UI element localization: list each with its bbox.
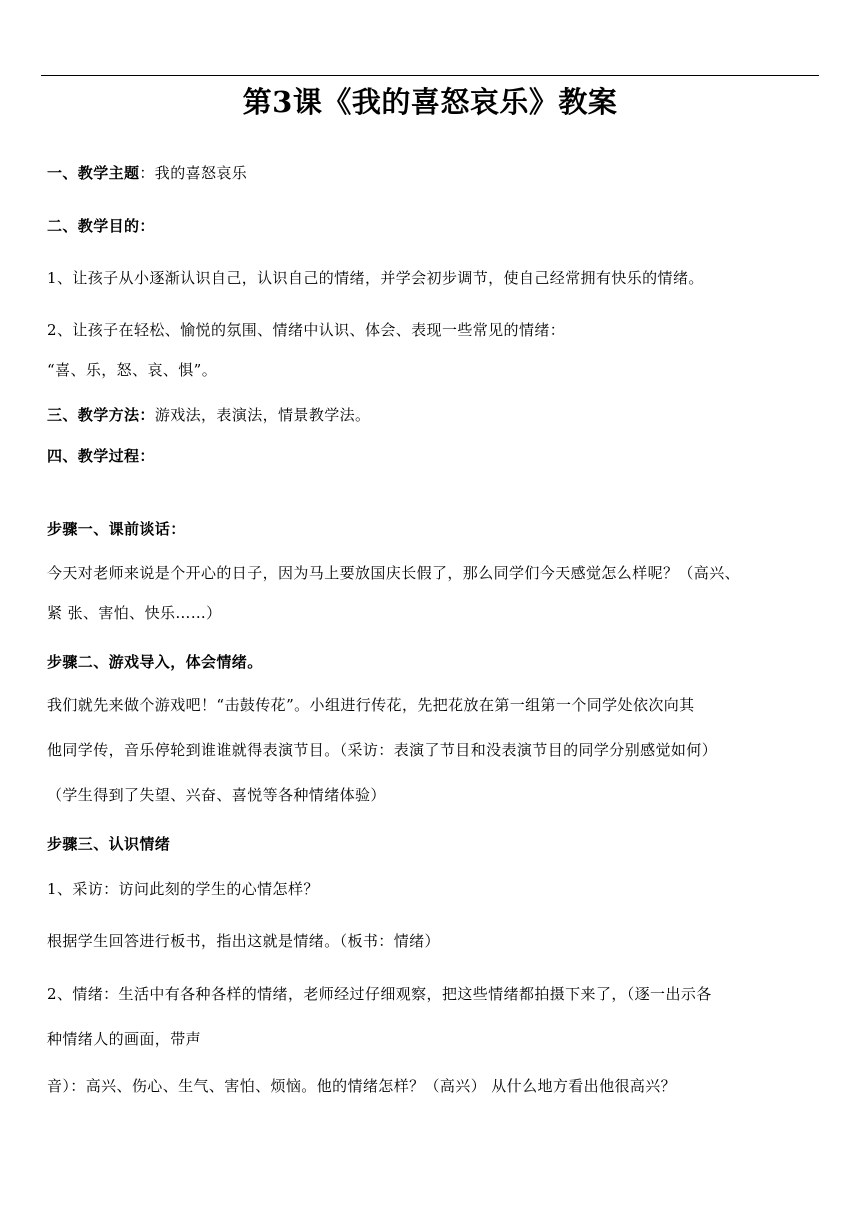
header-rule xyxy=(41,75,819,76)
theme-line xyxy=(47,162,247,184)
step1-line-2: 紧 张、害怕、快乐……） xyxy=(47,604,222,622)
theme-text: ：我的喜怒哀乐 xyxy=(139,164,248,182)
theme-heading: 一、教学主题 xyxy=(47,164,140,182)
goal-2-line-2: “喜、乐，怒、哀、惧”。 xyxy=(47,361,218,379)
goal-1: 1、让孩子从小逐渐认识自己，认识自己的情绪，并学会初步调节，使自己经常拥有快乐的情绪。 xyxy=(47,269,704,287)
process-heading: 四、教学过程： xyxy=(47,447,155,465)
step1-line-1: 今天对老师来说是个开心的日子，因为马上要放国庆长假了，那么同学们今天感觉怎么样呢？（高兴、 xyxy=(47,564,741,582)
step3-item-2-line-1: 2、情绪：生活中有各种各样的情绪，老师经过仔细观察，把这些情绪都拍摄下来了，（逐一出示各 xyxy=(47,985,712,1003)
step2-line-3: （学生得到了失望、兴奋、喜悦等各种情绪体验） xyxy=(47,786,386,804)
document-title: 第3课《我的喜怒哀乐》教案 xyxy=(242,85,618,119)
step2-heading: 步骤二、游戏导入，体会情绪。 xyxy=(47,653,263,671)
method-line xyxy=(47,404,370,426)
step2-line-2: 他同学传，音乐停轮到谁谁就得表演节目。（采访：表演了节目和没表演节目的同学分别感觉如何） xyxy=(47,741,718,759)
step3-heading: 步骤三、认识情绪 xyxy=(47,835,171,853)
step3-item-2-line-3: 音）：高兴、伤心、生气、害怕、烦恼。他的情绪怎样？（高兴） 从什么地方看出他很高兴？ xyxy=(47,1077,677,1095)
step1-heading: 步骤一、课前谈话： xyxy=(47,520,186,538)
step3-item-1: 1、采访：访问此刻的学生的心情怎样？ xyxy=(47,880,319,898)
method-text: 游戏法，表演法，情景教学法。 xyxy=(154,406,371,424)
method-heading: 三、教学方法： xyxy=(47,406,155,424)
purpose-heading: 二、教学目的： xyxy=(47,217,155,235)
step3-item-1-note: 根据学生回答进行板书，指出这就是情绪。（板书：情绪） xyxy=(47,932,440,950)
goal-2-line-1: 2、让孩子在轻松、愉悦的氛围、情绪中认识、体会、表现一些常见的情绪： xyxy=(47,321,566,339)
step2-line-1: 我们就先来做个游戏吧！“击鼓传花”。小组进行传花，先把花放在第一组第一个同学处依次向其 xyxy=(47,696,695,714)
step3-item-2-line-2: 种情绪人的画面，带声 xyxy=(47,1030,202,1048)
